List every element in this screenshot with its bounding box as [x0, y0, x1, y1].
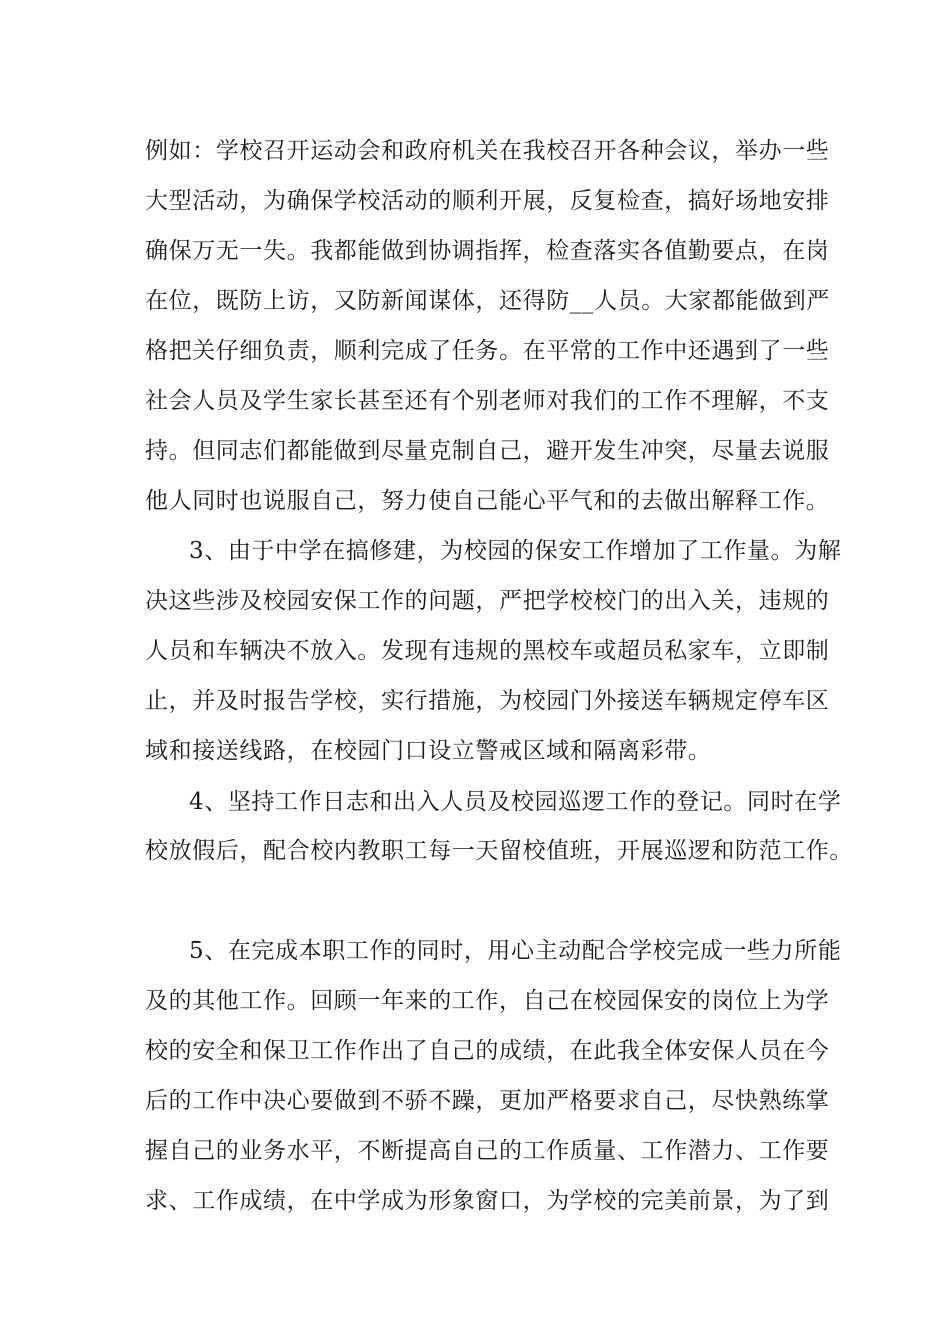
text-line: 域和接送线路，在校园门口设立警戒区域和隔离彩带。	[145, 738, 712, 764]
text-line: 后的工作中决心要做到不骄不躁，更加严格要求自己，尽快熟练掌	[145, 1088, 830, 1114]
text-line: 例如：学校召开运动会和政府机关在我校召开各种会议，举办一些	[145, 138, 830, 164]
text-line: 握自己的业务水平，不断提高自己的工作质量、工作潜力、工作要	[145, 1138, 830, 1164]
text-line: 持。但同志们都能做到尽量克制自己，避开发生冲突，尽量去说服	[145, 438, 830, 464]
text-line: 4、坚持工作日志和出入人员及校园巡逻工作的登记。同时在学	[189, 789, 842, 815]
text-line: 决这些涉及校园安保工作的问题，严把学校校门的出入关，违规的	[145, 588, 830, 614]
text-line: 确保万无一失。我都能做到协调指挥，检查落实各值勤要点，在岗	[145, 238, 830, 264]
text-line: 及的其他工作。回顾一年来的工作，自己在校园保安的岗位上为学	[145, 988, 830, 1014]
text-line: 社会人员及学生家长甚至还有个别老师对我们的工作不理解，不支	[145, 388, 830, 414]
text-line: 大型活动，为确保学校活动的顺利开展，反复检查，搞好场地安排	[145, 188, 830, 214]
text-line: 校的安全和保卫工作作出了自己的成绩，在此我全体安保人员在今	[145, 1038, 830, 1064]
text-line: 格把关仔细负责，顺利完成了任务。在平常的工作中还遇到了一些	[145, 338, 830, 364]
text-line: 他人同时也说服自己，努力使自己能心平气和的去做出解释工作。	[145, 488, 830, 514]
text-line: 在位，既防上访，又防新闻谋体，还得防__人员。大家都能做到严	[145, 288, 830, 314]
text-line: 5、在完成本职工作的同时，用心主动配合学校完成一些力所能	[189, 938, 842, 964]
text-line: 3、由于中学在搞修建，为校园的保安工作增加了工作量。为解	[189, 538, 842, 564]
text-line: 人员和车辆决不放入。发现有违规的黑校车或超员私家车，立即制	[145, 638, 830, 664]
text-line: 求、工作成绩，在中学成为形象窗口，为学校的完美前景，为了到	[145, 1188, 830, 1214]
text-line: 止，并及时报告学校，实行措施，为校园门外接送车辆规定停车区	[145, 688, 830, 714]
text-line: 校放假后，配合校内教职工每一天留校值班，开展巡逻和防范工作。	[145, 838, 853, 864]
